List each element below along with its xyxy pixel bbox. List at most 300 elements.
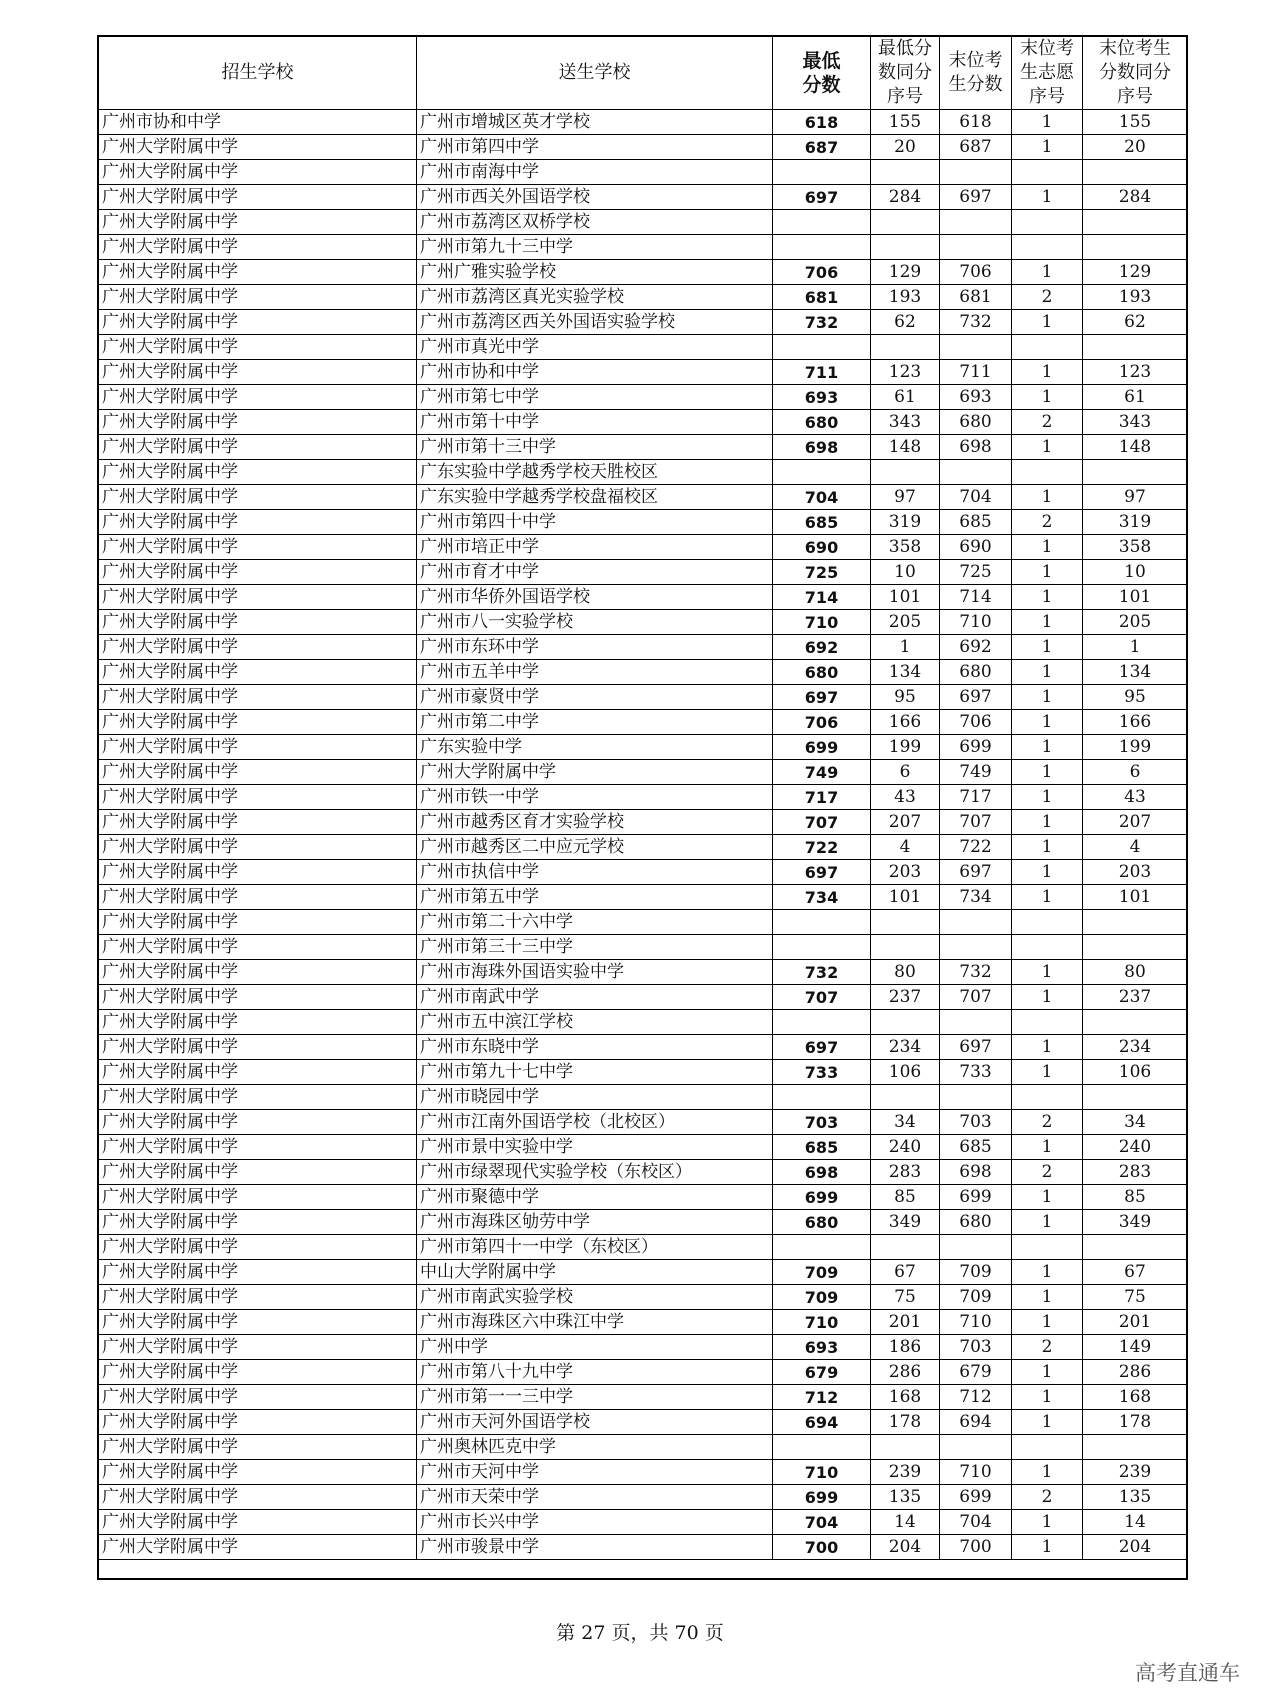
cell-min-score xyxy=(773,1235,871,1260)
cell-last-score xyxy=(940,1435,1012,1460)
cell-recruit-school: 广州大学附属中学 xyxy=(99,960,417,985)
cell-min-score-rank: 135 xyxy=(871,1485,940,1510)
table-row xyxy=(99,710,1188,735)
cell-min-score-rank: 95 xyxy=(871,685,940,710)
cell-last-score xyxy=(940,910,1012,935)
header-last-score-rank: 末位考生 分数同分 序号 xyxy=(1083,37,1188,110)
cell-last-preference: 1 xyxy=(1012,710,1083,735)
table-row xyxy=(99,1060,1188,1085)
cell-last-score-rank: 62 xyxy=(1083,310,1188,335)
cell-min-score: 687 xyxy=(773,135,871,160)
cell-recruit-school: 广州大学附属中学 xyxy=(99,685,417,710)
cell-last-score: 699 xyxy=(940,1485,1012,1510)
cell-last-score: 693 xyxy=(940,385,1012,410)
cell-min-score-rank: 240 xyxy=(871,1135,940,1160)
cell-min-score-rank: 62 xyxy=(871,310,940,335)
cell-last-score xyxy=(940,210,1012,235)
cell-last-preference: 1 xyxy=(1012,1460,1083,1485)
cell-recruit-school: 广州大学附属中学 xyxy=(99,160,417,185)
cell-last-preference: 2 xyxy=(1012,1160,1083,1185)
cell-min-score-rank xyxy=(871,1235,940,1260)
cell-last-score: 717 xyxy=(940,785,1012,810)
cell-min-score-rank: 106 xyxy=(871,1060,940,1085)
cell-last-score: 709 xyxy=(940,1260,1012,1285)
cell-min-score: 681 xyxy=(773,285,871,310)
cell-last-score xyxy=(940,160,1012,185)
table-row xyxy=(99,335,1188,360)
cell-recruit-school: 广州大学附属中学 xyxy=(99,1085,417,1110)
cell-recruit-school: 广州大学附属中学 xyxy=(99,1310,417,1335)
cell-min-score-rank: 239 xyxy=(871,1460,940,1485)
table-row xyxy=(99,1110,1188,1135)
table-row xyxy=(99,1485,1188,1510)
cell-min-score: 698 xyxy=(773,435,871,460)
table-row xyxy=(99,1335,1188,1360)
cell-recruit-school: 广州大学附属中学 xyxy=(99,485,417,510)
table-row xyxy=(99,1360,1188,1385)
table-row xyxy=(99,1385,1188,1410)
cell-recruit-school: 广州大学附属中学 xyxy=(99,235,417,260)
header-send-school: 送生学校 xyxy=(417,37,773,110)
cell-min-score: 693 xyxy=(773,1335,871,1360)
cell-recruit-school: 广州大学附属中学 xyxy=(99,985,417,1010)
cell-min-score-rank: 80 xyxy=(871,960,940,985)
cell-recruit-school: 广州大学附属中学 xyxy=(99,1410,417,1435)
cell-last-score-rank: 135 xyxy=(1083,1485,1188,1510)
cell-last-score-rank xyxy=(1083,1235,1188,1260)
cell-min-score-rank: 155 xyxy=(871,110,940,135)
table-row xyxy=(99,960,1188,985)
table-header-row xyxy=(99,37,1188,110)
cell-send-school: 广州市协和中学 xyxy=(417,360,773,385)
cell-last-preference xyxy=(1012,210,1083,235)
cell-min-score-rank: 349 xyxy=(871,1210,940,1235)
cell-last-score xyxy=(940,1085,1012,1110)
cell-send-school: 广州市增城区英才学校 xyxy=(417,110,773,135)
cell-last-preference: 1 xyxy=(1012,1310,1083,1335)
table-row xyxy=(99,385,1188,410)
cell-last-score-rank: 101 xyxy=(1083,885,1188,910)
cell-recruit-school: 广州大学附属中学 xyxy=(99,1235,417,1260)
cell-last-score: 725 xyxy=(940,560,1012,585)
cell-min-score: 692 xyxy=(773,635,871,660)
cell-last-score: 734 xyxy=(940,885,1012,910)
cell-recruit-school: 广州大学附属中学 xyxy=(99,310,417,335)
cell-min-score-rank: 148 xyxy=(871,435,940,460)
cell-last-preference xyxy=(1012,335,1083,360)
table-row xyxy=(99,1160,1188,1185)
cell-send-school: 广州市南武中学 xyxy=(417,985,773,1010)
table-row xyxy=(99,435,1188,460)
cell-last-score-rank: 14 xyxy=(1083,1510,1188,1535)
cell-recruit-school: 广州大学附属中学 xyxy=(99,335,417,360)
cell-last-preference xyxy=(1012,1085,1083,1110)
cell-min-score: 712 xyxy=(773,1385,871,1410)
cell-send-school: 广州市天荣中学 xyxy=(417,1485,773,1510)
cell-send-school: 广州市第四十一中学（东校区） xyxy=(417,1235,773,1260)
table-row xyxy=(99,885,1188,910)
cell-last-score: 707 xyxy=(940,810,1012,835)
cell-last-preference: 1 xyxy=(1012,610,1083,635)
cell-last-score-rank: 148 xyxy=(1083,435,1188,460)
cell-send-school: 中山大学附属中学 xyxy=(417,1260,773,1285)
table-row xyxy=(99,210,1188,235)
cell-min-score: 707 xyxy=(773,810,871,835)
cell-recruit-school: 广州大学附属中学 xyxy=(99,810,417,835)
cell-last-score xyxy=(940,935,1012,960)
cell-last-preference xyxy=(1012,910,1083,935)
table-row xyxy=(99,585,1188,610)
cell-send-school: 广州市西关外国语学校 xyxy=(417,185,773,210)
cell-recruit-school: 广州大学附属中学 xyxy=(99,1210,417,1235)
cell-recruit-school: 广州大学附属中学 xyxy=(99,1485,417,1510)
cell-last-score-rank: 134 xyxy=(1083,660,1188,685)
cell-send-school: 广州市第九十三中学 xyxy=(417,235,773,260)
cell-min-score: 704 xyxy=(773,1510,871,1535)
cell-min-score-rank: 193 xyxy=(871,285,940,310)
cell-last-score-rank: 6 xyxy=(1083,760,1188,785)
cell-min-score-rank: 186 xyxy=(871,1335,940,1360)
cell-min-score: 680 xyxy=(773,660,871,685)
cell-min-score: 703 xyxy=(773,1110,871,1135)
cell-recruit-school: 广州大学附属中学 xyxy=(99,1260,417,1285)
cell-min-score: 734 xyxy=(773,885,871,910)
cell-last-preference xyxy=(1012,935,1083,960)
cell-recruit-school: 广州大学附属中学 xyxy=(99,1335,417,1360)
cell-min-score-rank: 67 xyxy=(871,1260,940,1285)
cell-last-score-rank: 1 xyxy=(1083,635,1188,660)
cell-min-score: 697 xyxy=(773,185,871,210)
cell-last-preference: 1 xyxy=(1012,810,1083,835)
cell-last-score: 706 xyxy=(940,710,1012,735)
cell-last-score-rank: 319 xyxy=(1083,510,1188,535)
table-row xyxy=(99,535,1188,560)
cell-recruit-school: 广州大学附属中学 xyxy=(99,210,417,235)
table-row xyxy=(99,1010,1188,1035)
cell-min-score-rank xyxy=(871,235,940,260)
cell-min-score: 709 xyxy=(773,1260,871,1285)
cell-send-school: 广州市南武实验学校 xyxy=(417,1285,773,1310)
table-row xyxy=(99,835,1188,860)
cell-min-score-rank: 343 xyxy=(871,410,940,435)
cell-last-preference: 1 xyxy=(1012,1185,1083,1210)
table-row xyxy=(99,135,1188,160)
header-last-score: 末位考 生分数 xyxy=(940,37,1012,110)
cell-last-score-rank: 286 xyxy=(1083,1360,1188,1385)
cell-min-score: 706 xyxy=(773,710,871,735)
cell-min-score-rank: 129 xyxy=(871,260,940,285)
cell-recruit-school: 广州大学附属中学 xyxy=(99,260,417,285)
cell-min-score: 699 xyxy=(773,735,871,760)
table-row xyxy=(99,260,1188,285)
cell-last-preference xyxy=(1012,1435,1083,1460)
cell-min-score-rank: 61 xyxy=(871,385,940,410)
cell-min-score-rank: 203 xyxy=(871,860,940,885)
cell-min-score xyxy=(773,235,871,260)
cell-recruit-school: 广州大学附属中学 xyxy=(99,1460,417,1485)
table-row xyxy=(99,635,1188,660)
cell-send-school: 广州市育才中学 xyxy=(417,560,773,585)
cell-min-score-rank xyxy=(871,335,940,360)
cell-recruit-school: 广州大学附属中学 xyxy=(99,1160,417,1185)
cell-min-score: 699 xyxy=(773,1485,871,1510)
cell-min-score-rank: 1 xyxy=(871,635,940,660)
cell-last-score-rank: 193 xyxy=(1083,285,1188,310)
cell-send-school: 广州市天河中学 xyxy=(417,1460,773,1485)
cell-min-score: 725 xyxy=(773,560,871,585)
cell-last-score: 680 xyxy=(940,410,1012,435)
cell-send-school: 广州市南海中学 xyxy=(417,160,773,185)
cell-recruit-school: 广州大学附属中学 xyxy=(99,1510,417,1535)
cell-min-score-rank xyxy=(871,1085,940,1110)
cell-last-preference: 1 xyxy=(1012,660,1083,685)
cell-send-school: 广州市铁一中学 xyxy=(417,785,773,810)
cell-last-preference: 1 xyxy=(1012,560,1083,585)
table-row xyxy=(99,785,1188,810)
cell-last-score-rank: 149 xyxy=(1083,1335,1188,1360)
cell-last-score: 704 xyxy=(940,485,1012,510)
cell-recruit-school: 广州大学附属中学 xyxy=(99,910,417,935)
cell-recruit-school: 广州大学附属中学 xyxy=(99,635,417,660)
cell-last-preference: 2 xyxy=(1012,410,1083,435)
table-row xyxy=(99,1235,1188,1260)
table-row xyxy=(99,310,1188,335)
cell-last-score-rank: 123 xyxy=(1083,360,1188,385)
cell-recruit-school: 广州大学附属中学 xyxy=(99,1185,417,1210)
cell-last-score-rank: 207 xyxy=(1083,810,1188,835)
cell-send-school: 广州市第八十九中学 xyxy=(417,1360,773,1385)
cell-recruit-school: 广州大学附属中学 xyxy=(99,360,417,385)
cell-last-preference: 1 xyxy=(1012,485,1083,510)
cell-last-score: 687 xyxy=(940,135,1012,160)
table-body xyxy=(99,110,1188,1560)
cell-send-school: 广州市第九十七中学 xyxy=(417,1060,773,1085)
cell-min-score: 699 xyxy=(773,1185,871,1210)
cell-last-score-rank xyxy=(1083,460,1188,485)
cell-last-score-rank: 166 xyxy=(1083,710,1188,735)
cell-last-preference: 1 xyxy=(1012,1285,1083,1310)
cell-min-score-rank: 101 xyxy=(871,885,940,910)
cell-min-score: 714 xyxy=(773,585,871,610)
cell-last-score-rank: 343 xyxy=(1083,410,1188,435)
cell-min-score xyxy=(773,935,871,960)
cell-min-score: 717 xyxy=(773,785,871,810)
cell-last-preference: 1 xyxy=(1012,260,1083,285)
cell-last-score: 732 xyxy=(940,960,1012,985)
cell-last-score-rank: 283 xyxy=(1083,1160,1188,1185)
cell-last-preference: 1 xyxy=(1012,985,1083,1010)
cell-min-score: 679 xyxy=(773,1360,871,1385)
table-row xyxy=(99,1210,1188,1235)
table-row xyxy=(99,935,1188,960)
cell-send-school: 广州市第二中学 xyxy=(417,710,773,735)
cell-last-score-rank: 284 xyxy=(1083,185,1188,210)
table-row xyxy=(99,560,1188,585)
cell-last-score: 710 xyxy=(940,610,1012,635)
cell-min-score-rank: 199 xyxy=(871,735,940,760)
cell-send-school: 广州市第三十三中学 xyxy=(417,935,773,960)
cell-last-preference: 1 xyxy=(1012,185,1083,210)
cell-last-preference: 1 xyxy=(1012,960,1083,985)
cell-last-preference: 1 xyxy=(1012,360,1083,385)
cell-last-score-rank: 349 xyxy=(1083,1210,1188,1235)
cell-send-school: 广州市景中实验中学 xyxy=(417,1135,773,1160)
cell-last-score xyxy=(940,235,1012,260)
cell-send-school: 广州市海珠区劬劳中学 xyxy=(417,1210,773,1235)
cell-last-score: 681 xyxy=(940,285,1012,310)
cell-last-score: 699 xyxy=(940,735,1012,760)
cell-min-score-rank: 178 xyxy=(871,1410,940,1435)
cell-recruit-school: 广州大学附属中学 xyxy=(99,760,417,785)
cell-last-score: 694 xyxy=(940,1410,1012,1435)
cell-min-score: 710 xyxy=(773,610,871,635)
cell-send-school: 广州市真光中学 xyxy=(417,335,773,360)
cell-last-preference: 1 xyxy=(1012,860,1083,885)
cell-min-score: 693 xyxy=(773,385,871,410)
cell-last-preference: 1 xyxy=(1012,785,1083,810)
cell-recruit-school: 广州大学附属中学 xyxy=(99,560,417,585)
cell-last-score-rank: 205 xyxy=(1083,610,1188,635)
cell-recruit-school: 广州大学附属中学 xyxy=(99,385,417,410)
cell-last-score: 698 xyxy=(940,435,1012,460)
cell-last-score-rank: 85 xyxy=(1083,1185,1188,1210)
table-row xyxy=(99,1260,1188,1285)
cell-last-score-rank xyxy=(1083,1085,1188,1110)
cell-last-score: 703 xyxy=(940,1335,1012,1360)
table-row xyxy=(99,610,1188,635)
cell-last-preference: 2 xyxy=(1012,1485,1083,1510)
cell-min-score-rank xyxy=(871,460,940,485)
cell-min-score-rank: 6 xyxy=(871,760,940,785)
cell-send-school: 广州市绿翠现代实验学校（东校区） xyxy=(417,1160,773,1185)
cell-send-school: 广州市第一一三中学 xyxy=(417,1385,773,1410)
cell-last-preference: 1 xyxy=(1012,1060,1083,1085)
cell-send-school: 广州市东环中学 xyxy=(417,635,773,660)
cell-last-score: 618 xyxy=(940,110,1012,135)
cell-recruit-school: 广州大学附属中学 xyxy=(99,135,417,160)
cell-send-school: 广州市第十中学 xyxy=(417,410,773,435)
table-row xyxy=(99,285,1188,310)
cell-last-preference: 2 xyxy=(1012,510,1083,535)
cell-send-school: 广州市第十三中学 xyxy=(417,435,773,460)
cell-last-score: 700 xyxy=(940,1535,1012,1560)
cell-last-score xyxy=(940,460,1012,485)
cell-send-school: 广州市八一实验学校 xyxy=(417,610,773,635)
cell-recruit-school: 广州大学附属中学 xyxy=(99,935,417,960)
cell-recruit-school: 广州大学附属中学 xyxy=(99,735,417,760)
table-row xyxy=(99,760,1188,785)
cell-last-preference: 2 xyxy=(1012,1110,1083,1135)
cell-last-score: 704 xyxy=(940,1510,1012,1535)
table-row xyxy=(99,1085,1188,1110)
cell-recruit-school: 广州市协和中学 xyxy=(99,110,417,135)
cell-last-score-rank: 155 xyxy=(1083,110,1188,135)
cell-recruit-school: 广州大学附属中学 xyxy=(99,785,417,810)
cell-send-school: 广州大学附属中学 xyxy=(417,760,773,785)
cell-last-score: 679 xyxy=(940,1360,1012,1385)
cell-send-school: 广州市五羊中学 xyxy=(417,660,773,685)
cell-min-score: 707 xyxy=(773,985,871,1010)
cell-min-score-rank: 134 xyxy=(871,660,940,685)
cell-send-school: 广州市荔湾区双桥学校 xyxy=(417,210,773,235)
cell-send-school: 广州市越秀区育才实验学校 xyxy=(417,810,773,835)
cell-last-score-rank: 203 xyxy=(1083,860,1188,885)
cell-last-score xyxy=(940,1235,1012,1260)
cell-recruit-school: 广州大学附属中学 xyxy=(99,1060,417,1085)
table-row xyxy=(99,460,1188,485)
cell-min-score-rank: 204 xyxy=(871,1535,940,1560)
cell-last-preference: 1 xyxy=(1012,1135,1083,1160)
cell-recruit-school: 广州大学附属中学 xyxy=(99,1385,417,1410)
table-row xyxy=(99,1285,1188,1310)
cell-min-score xyxy=(773,335,871,360)
table-row xyxy=(99,1535,1188,1560)
cell-last-preference: 1 xyxy=(1012,635,1083,660)
cell-min-score: 618 xyxy=(773,110,871,135)
cell-min-score-rank: 97 xyxy=(871,485,940,510)
table-row xyxy=(99,160,1188,185)
cell-last-score: 714 xyxy=(940,585,1012,610)
cell-last-preference: 2 xyxy=(1012,285,1083,310)
cell-last-preference: 1 xyxy=(1012,1535,1083,1560)
cell-last-score: 699 xyxy=(940,1185,1012,1210)
cell-recruit-school: 广州大学附属中学 xyxy=(99,1435,417,1460)
cell-min-score-rank: 205 xyxy=(871,610,940,635)
cell-min-score: 710 xyxy=(773,1460,871,1485)
cell-recruit-school: 广州大学附属中学 xyxy=(99,835,417,860)
cell-last-preference xyxy=(1012,160,1083,185)
cell-send-school: 广州市长兴中学 xyxy=(417,1510,773,1535)
admission-table-container xyxy=(98,36,1188,1560)
cell-recruit-school: 广州大学附属中学 xyxy=(99,1535,417,1560)
cell-last-preference: 1 xyxy=(1012,585,1083,610)
cell-min-score: 680 xyxy=(773,1210,871,1235)
cell-min-score-rank: 358 xyxy=(871,535,940,560)
cell-recruit-school: 广州大学附属中学 xyxy=(99,1135,417,1160)
cell-min-score-rank: 234 xyxy=(871,1035,940,1060)
cell-min-score xyxy=(773,1085,871,1110)
cell-last-score: 710 xyxy=(940,1310,1012,1335)
table-row xyxy=(99,410,1188,435)
cell-last-preference: 1 xyxy=(1012,835,1083,860)
table-row xyxy=(99,685,1188,710)
cell-min-score-rank xyxy=(871,935,940,960)
table-row xyxy=(99,360,1188,385)
cell-min-score-rank: 168 xyxy=(871,1385,940,1410)
table-row xyxy=(99,985,1188,1010)
cell-recruit-school: 广州大学附属中学 xyxy=(99,410,417,435)
cell-last-preference: 1 xyxy=(1012,1260,1083,1285)
cell-last-score: 733 xyxy=(940,1060,1012,1085)
cell-recruit-school: 广州大学附属中学 xyxy=(99,1360,417,1385)
cell-last-score-rank: 239 xyxy=(1083,1460,1188,1485)
cell-last-score-rank: 97 xyxy=(1083,485,1188,510)
cell-min-score: 704 xyxy=(773,485,871,510)
page-footer: 第 27 页，共 70 页 xyxy=(556,1622,724,1644)
cell-recruit-school: 广州大学附属中学 xyxy=(99,660,417,685)
cell-last-preference: 1 xyxy=(1012,885,1083,910)
cell-recruit-school: 广州大学附属中学 xyxy=(99,610,417,635)
cell-send-school: 广州市聚德中学 xyxy=(417,1185,773,1210)
header-last-preference: 末位考 生志愿 序号 xyxy=(1012,37,1083,110)
cell-send-school: 广州市东晓中学 xyxy=(417,1035,773,1060)
cell-last-preference: 1 xyxy=(1012,1410,1083,1435)
cell-last-preference: 1 xyxy=(1012,385,1083,410)
table-row xyxy=(99,1135,1188,1160)
table-row xyxy=(99,1435,1188,1460)
cell-last-preference: 1 xyxy=(1012,760,1083,785)
cell-last-score-rank: 106 xyxy=(1083,1060,1188,1085)
